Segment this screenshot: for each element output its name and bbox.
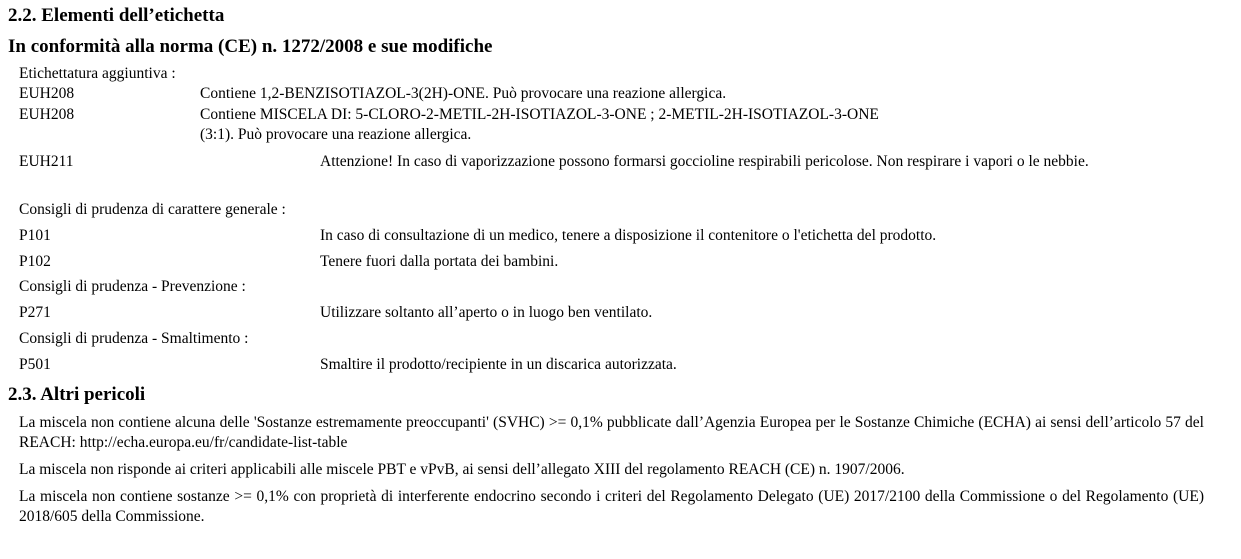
precaution-code: P271 — [19, 304, 51, 321]
euh-code: EUH208 — [19, 85, 75, 102]
precaution-code: P101 — [19, 227, 51, 244]
additional-labelling-label: Etichettatura aggiuntiva : — [19, 65, 176, 82]
precaution-text: In caso di consultazione di un medico, tenere a disposizione il contenitore o l'etichetta del prodotto. — [320, 227, 937, 244]
euh-text-continuation: (3:1). Può provocare una reazione allergica. — [200, 126, 472, 143]
precaution-text: Utilizzare soltanto all’aperto o in luogo ben ventilato. — [320, 304, 653, 321]
other-hazards-paragraph: La miscela non contiene sostanze >= 0,1% con proprietà di interferente endocrino secondo i criteri del Regolamento Delegato (UE) 2017/2100 della Commissione o del Regolamento (UE) 2018/605 della Commissione. — [19, 488, 1204, 525]
prevention-label: Consigli di prudenza - Prevenzione : — [19, 278, 246, 295]
section-heading-label-elements: 2.2. Elementi dell’etichetta — [8, 5, 225, 26]
precaution-code: P501 — [19, 356, 51, 373]
precaution-text: Tenere fuori dalla portata dei bambini. — [320, 253, 559, 270]
euh-code: EUH211 — [19, 153, 74, 170]
euh-code: EUH208 — [19, 106, 75, 123]
other-hazards-paragraph: La miscela non contiene alcuna delle 'Sostanze estremamente preoccupanti' (SVHC) >= 0,1% pubblicate dall’Agenzia Europea per le Sostanze Chimiche (ECHA) ai sensi dell’articolo 57 del REACH: http://echa.europa.eu/fr/candidate-list-table — [19, 414, 1204, 451]
precaution-code: P102 — [19, 253, 51, 270]
other-hazards-paragraph: La miscela non risponde ai criteri applicabili alle miscele PBT e vPvB, ai sensi dell’allegato XIII del regolamento REACH (CE) n. 1907/2006. — [19, 461, 905, 478]
precaution-text: Smaltire il prodotto/recipiente in un discarica autorizzata. — [320, 356, 677, 373]
euh-text: Contiene 1,2-BENZISOTIAZOL-3(2H)-ONE. Può provocare una reazione allergica. — [200, 85, 727, 102]
disposal-label: Consigli di prudenza - Smaltimento : — [19, 330, 249, 347]
euh-text: Attenzione! In caso di vaporizzazione possono formarsi goccioline respirabili pericolose. Non respirare i vapori o le nebbie. — [320, 153, 1089, 170]
general-precautions-label: Consigli di prudenza di carattere generale : — [19, 201, 286, 218]
regulation-subheading: In conformità alla norma (CE) n. 1272/2008 e sue modifiche — [8, 36, 493, 57]
section-heading-other-hazards: 2.3. Altri pericoli — [8, 384, 146, 405]
euh-text: Contiene MISCELA DI: 5-CLORO-2-METIL-2H-ISOTIAZOL-3-ONE ; 2-METIL-2H-ISOTIAZOL-3-ONE — [200, 106, 879, 123]
